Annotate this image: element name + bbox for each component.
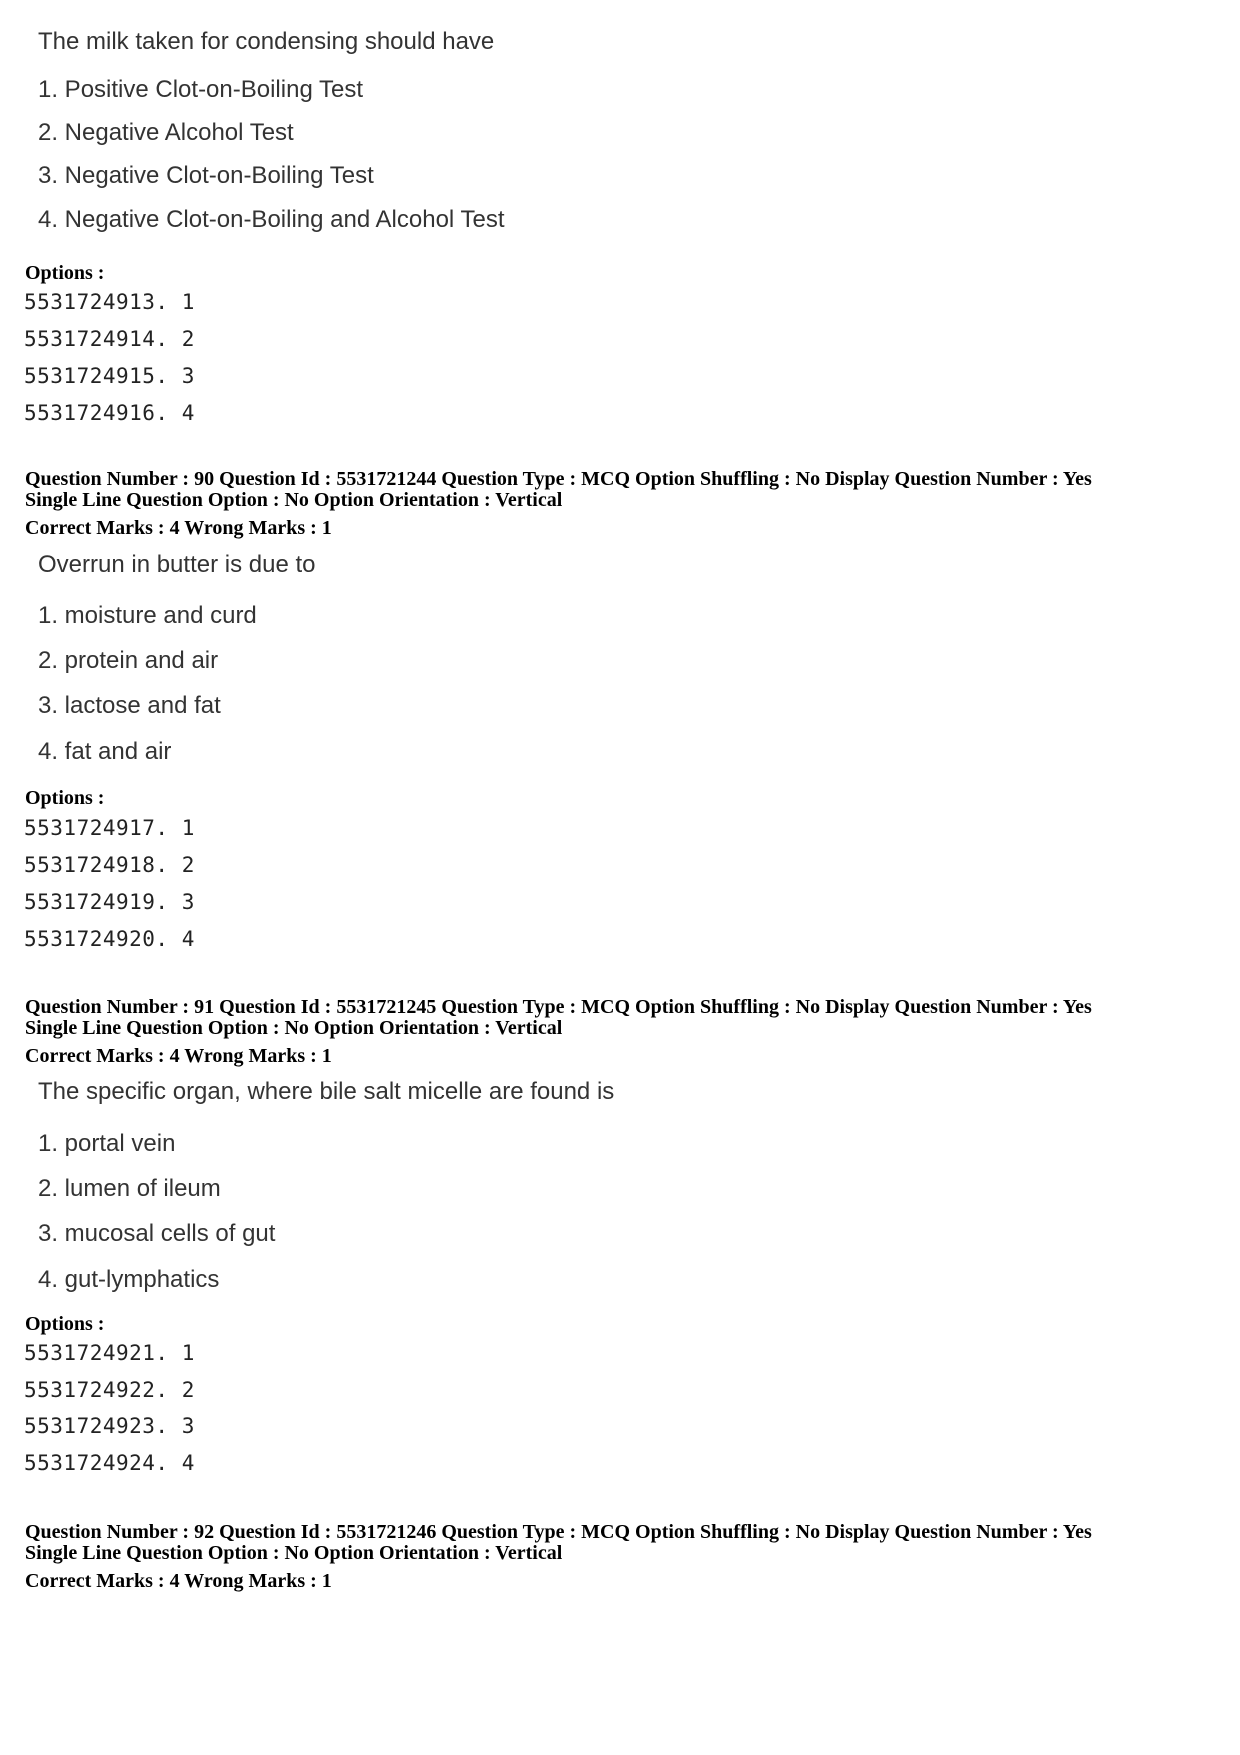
- question-90-option-3: 5531724919. 3: [24, 890, 195, 914]
- question-90-choice-2: 2. protein and air: [38, 647, 219, 674]
- question-91-options-label: Options :: [25, 1313, 105, 1335]
- question-92-marks: Correct Marks : 4 Wrong Marks : 1: [25, 1570, 332, 1592]
- question-90-image: [38, 551, 538, 771]
- question-89-option-4: 5531724916. 4: [24, 401, 195, 425]
- question-91-option-2: 5531724922. 2: [24, 1378, 195, 1402]
- question-91-option-4: 5531724924. 4: [24, 1451, 195, 1475]
- question-90-choice-3: 3. lactose and fat: [38, 692, 221, 719]
- question-91-meta-line1: Question Number : 91 Question Id : 5531721245 Question Type : MCQ Option Shuffling : No Display Question Number : Yes: [25, 996, 1092, 1018]
- question-89-choice-2: 2. Negative Alcohol Test: [38, 119, 294, 146]
- question-90-text: Overrun in butter is due to: [38, 551, 316, 578]
- question-89-image: [38, 28, 738, 238]
- question-91-option-1: 5531724921. 1: [24, 1341, 195, 1365]
- question-91-choice-2: 2. lumen of ileum: [38, 1175, 221, 1202]
- question-89-options-label: Options :: [25, 262, 105, 284]
- question-90-choice-4: 4. fat and air: [38, 738, 172, 765]
- question-89-option-2: 5531724914. 2: [24, 327, 195, 351]
- question-91-image: [38, 1078, 738, 1298]
- question-90-marks: Correct Marks : 4 Wrong Marks : 1: [25, 517, 332, 539]
- question-90-option-1: 5531724917. 1: [24, 816, 195, 840]
- question-91-text: The specific organ, where bile salt micelle are found is: [38, 1078, 615, 1105]
- question-90-options-label: Options :: [25, 787, 105, 809]
- question-90-meta-line2: Single Line Question Option : No Option Orientation : Vertical: [25, 489, 563, 511]
- question-91-meta-line2: Single Line Question Option : No Option Orientation : Vertical: [25, 1017, 563, 1039]
- question-91-choice-4: 4. gut-lymphatics: [38, 1266, 220, 1293]
- question-91-option-3: 5531724923. 3: [24, 1414, 195, 1438]
- question-89-choice-1: 1. Positive Clot-on-Boiling Test: [38, 76, 364, 103]
- question-92-meta-line2: Single Line Question Option : No Option Orientation : Vertical: [25, 1542, 563, 1564]
- question-89-text: The milk taken for condensing should have: [38, 28, 495, 55]
- question-91-choice-3: 3. mucosal cells of gut: [38, 1220, 276, 1247]
- question-89-option-1: 5531724913. 1: [24, 290, 195, 314]
- question-91-choice-1: 1. portal vein: [38, 1130, 176, 1157]
- question-90-option-4: 5531724920. 4: [24, 927, 195, 951]
- question-89-choice-3: 3. Negative Clot-on-Boiling Test: [38, 162, 374, 189]
- question-90-choice-1: 1. moisture and curd: [38, 602, 257, 629]
- question-89-option-3: 5531724915. 3: [24, 364, 195, 388]
- question-90-option-2: 5531724918. 2: [24, 853, 195, 877]
- question-92-meta-line1: Question Number : 92 Question Id : 5531721246 Question Type : MCQ Option Shuffling : No Display Question Number : Yes: [25, 1521, 1092, 1543]
- question-89-choice-4: 4. Negative Clot-on-Boiling and Alcohol Test: [38, 206, 505, 233]
- question-90-meta-line1: Question Number : 90 Question Id : 5531721244 Question Type : MCQ Option Shuffling : No Display Question Number : Yes: [25, 468, 1092, 490]
- question-91-marks: Correct Marks : 4 Wrong Marks : 1: [25, 1045, 332, 1067]
